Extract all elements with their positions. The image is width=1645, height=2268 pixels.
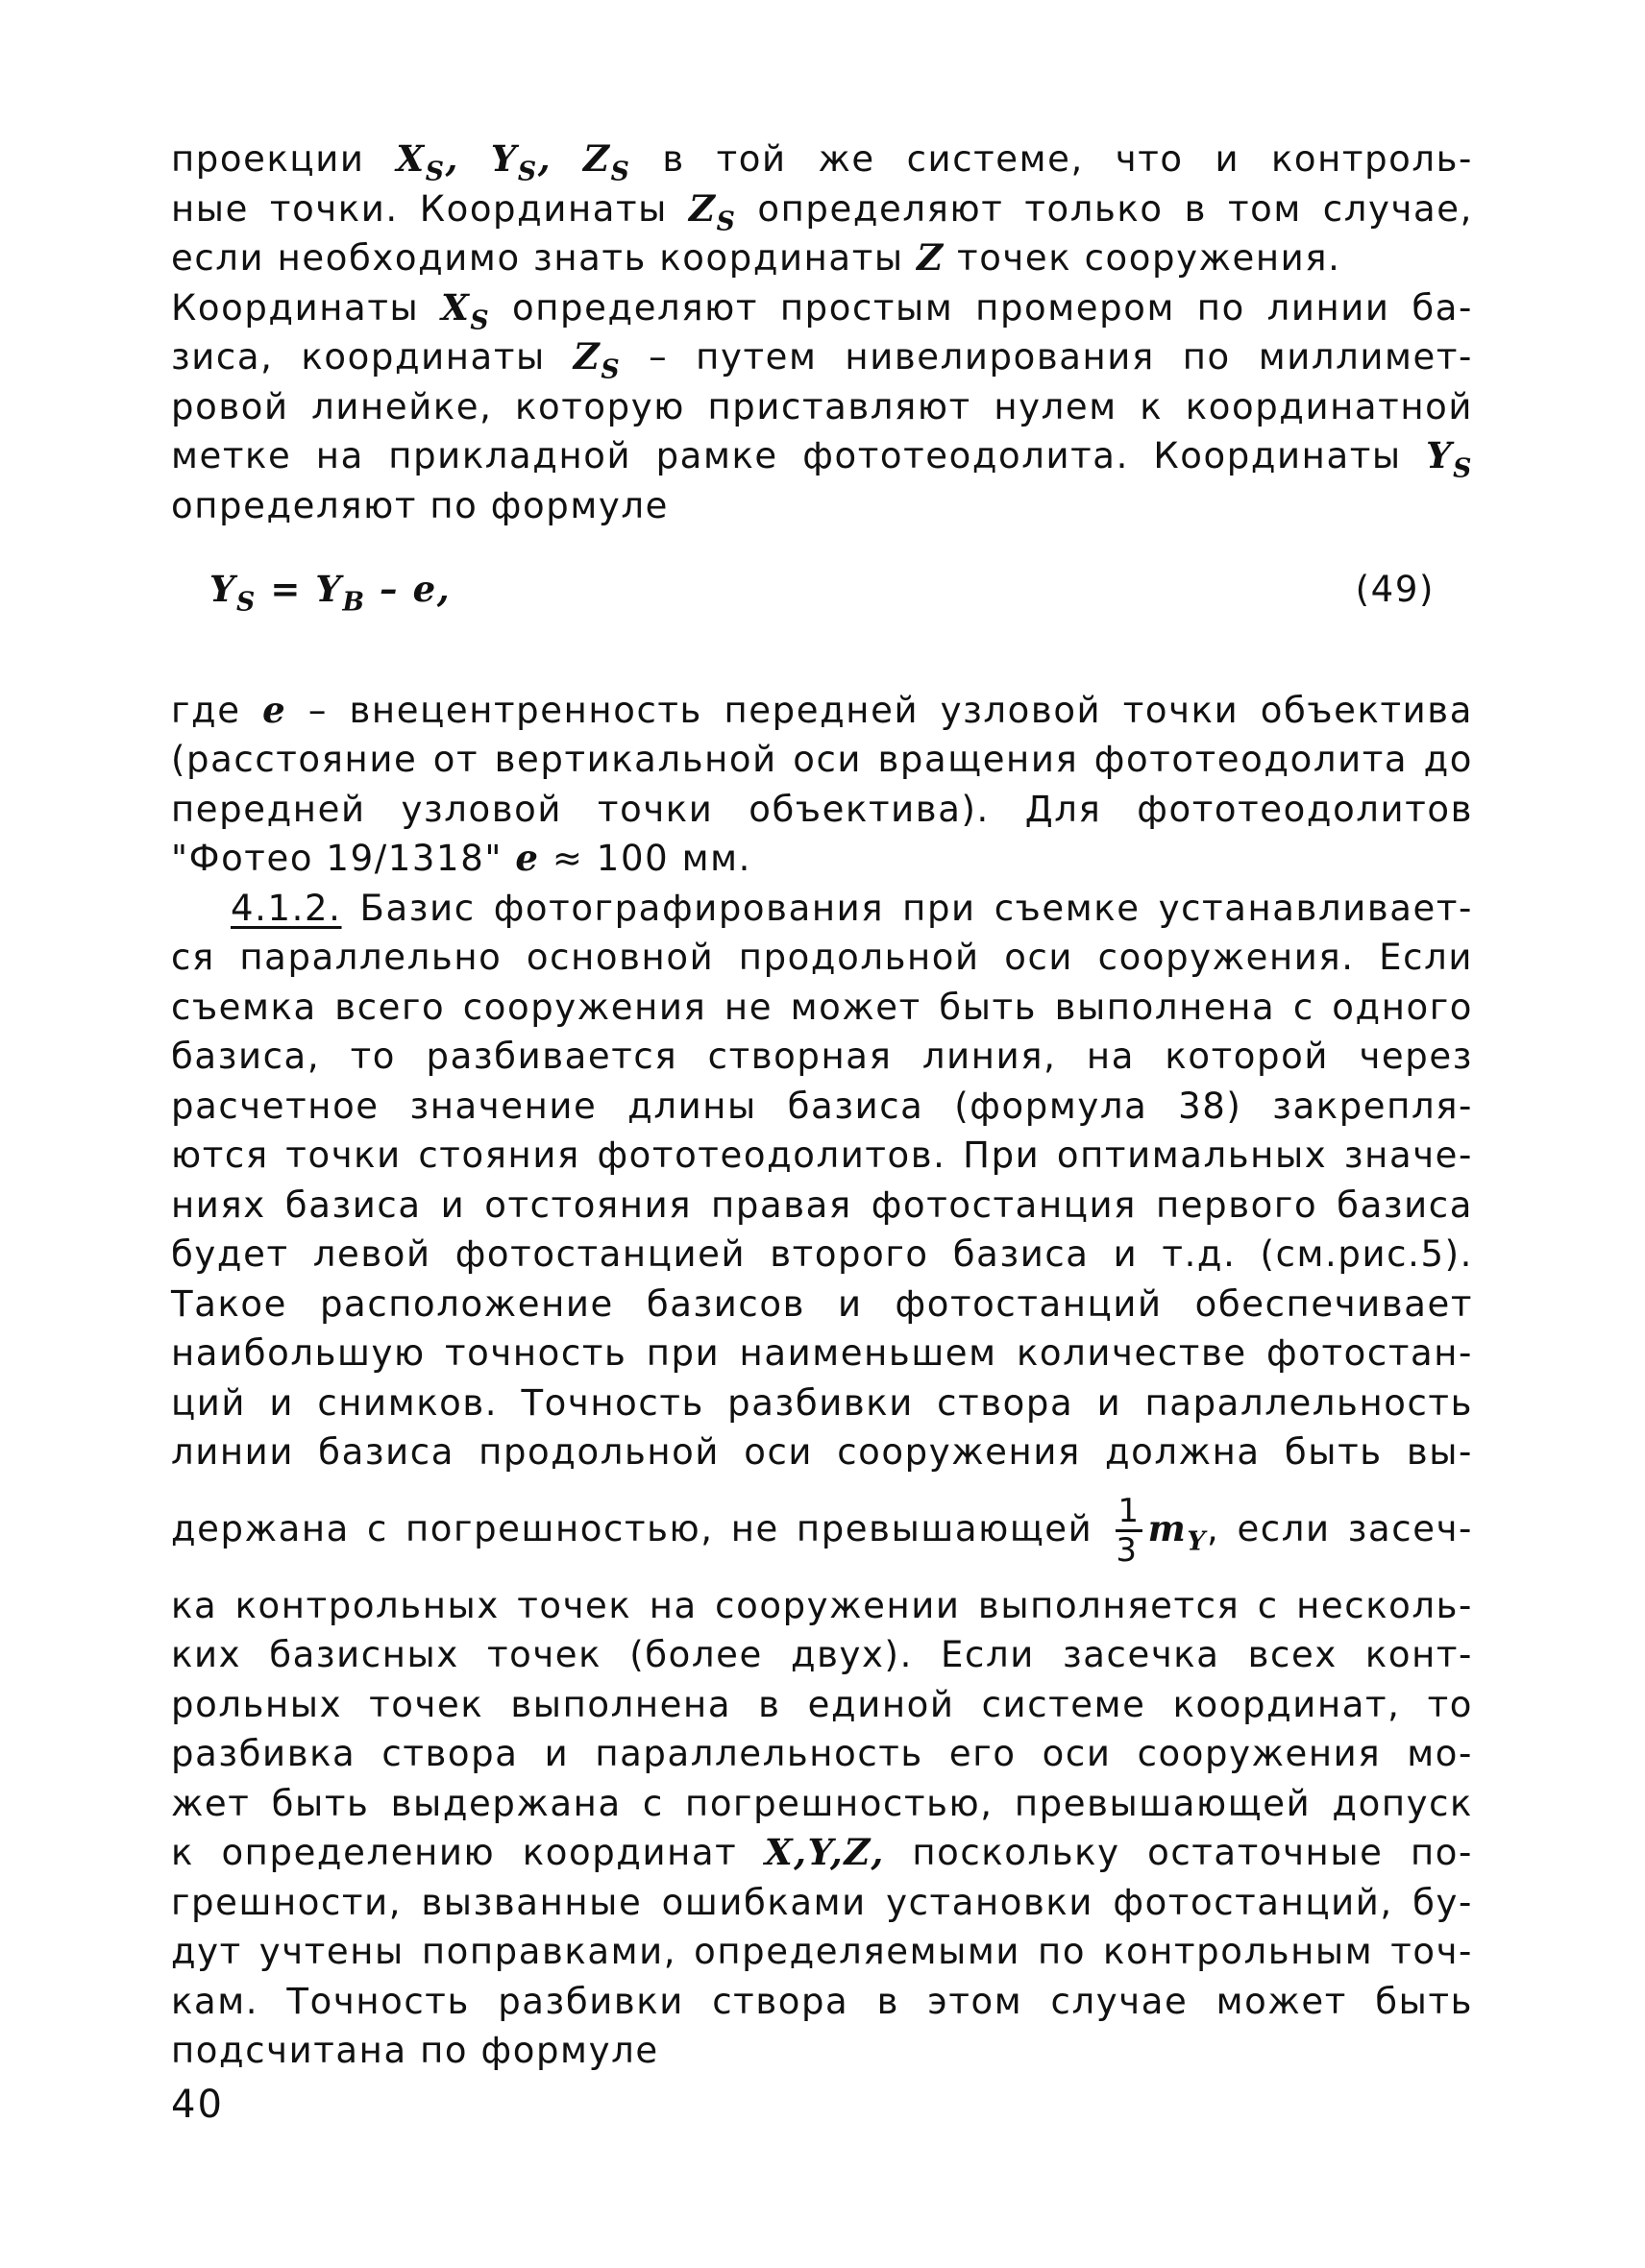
paragraph-3-line-2: ся параллельно основной продольной оси сооружения. Если <box>171 937 1473 978</box>
paragraph-3-line-10: наибольшую точность при наименьшем количестве фотостан- <box>171 1332 1473 1374</box>
symbol-z: $Z_S$ <box>573 335 622 385</box>
document-page <box>171 134 1473 2076</box>
paragraph-1-line-4 <box>171 283 1473 333</box>
section-number: 4.1.2. <box>231 887 342 929</box>
comma: , <box>537 137 552 180</box>
symbol-e: e <box>515 837 540 879</box>
symbol-x: $X_S$ <box>396 137 446 187</box>
text-run: Координаты <box>171 286 420 329</box>
text-run: точек сооружения. <box>957 237 1341 279</box>
formula-number: (49) <box>1355 569 1435 610</box>
paragraph-3-line-16: рольных точек выполнена в единой системе координат, то <box>171 1683 1473 1725</box>
paragraph-3-line-18: жет быть выдержана с погрешностью, превышающей допуск <box>171 1782 1473 1824</box>
symbol-z: $Z_S$ <box>583 137 631 187</box>
paragraph-2-line-4 <box>171 834 1473 884</box>
symbol-m-y: $m_Y$ <box>1147 1506 1207 1556</box>
comma: , <box>445 137 459 180</box>
paragraph-3-line-12: линии базиса продольной оси сооружения должна быть вы- <box>171 1431 1473 1473</box>
text-run: поскольку остаточные по- <box>912 1832 1473 1873</box>
paragraph-1-line-6: ровой линейке, которую приставляют нулем к координатной <box>171 385 1473 427</box>
symbol-e: e <box>262 688 287 731</box>
paragraph-3-line-4: базиса, то разбивается створная линия, на которой через <box>171 1036 1473 1077</box>
text-run: зиса, координаты <box>171 336 546 378</box>
formula-49 <box>171 565 1473 618</box>
fraction-one-third: $\frac{1}{3}$ <box>1116 1491 1141 1570</box>
symbol-z: Z <box>917 236 945 279</box>
text-run: определяют простым промером по линии ба- <box>512 286 1473 329</box>
paragraph-1-line-7 <box>171 431 1473 484</box>
paragraph-1-line-5 <box>171 332 1473 385</box>
paragraph-3-line-21: дут учтены поправками, определяемыми по контрольным точ- <box>171 1931 1473 1972</box>
symbol-xyz: X,Y,Z, <box>764 1831 885 1873</box>
formula-expression: $Y_S = Y_B - e$, <box>209 568 452 618</box>
text-run: если необходимо знать координаты <box>171 237 904 279</box>
text-run: держана с погрешностью, не превышающей <box>171 1507 1093 1549</box>
paragraph-3-line-17: разбивка створа и параллельность его оси сооружения мо- <box>171 1733 1473 1774</box>
paragraph-3-line-6: ются точки стояния фототеодолитов. При оптимальных значе- <box>171 1134 1473 1176</box>
symbol-x: $X_S$ <box>441 285 491 335</box>
paragraph-3-line-20: грешности, вызванные ошибками установки фотостанций, бу- <box>171 1881 1473 1923</box>
text-run: проекции <box>171 138 365 180</box>
paragraph-3-line-19 <box>171 1828 1473 1878</box>
text-run: в той же системе, что и контроль- <box>662 138 1473 180</box>
paragraph-3-line-23: подсчитана по формуле <box>171 2030 659 2071</box>
text-run: ные точки. Координаты <box>171 187 668 230</box>
paragraph-2-line-3: передней узловой точки объектива). Для фототеодолитов <box>171 788 1473 830</box>
paragraph-3-line-5: расчетное значение длины базиса (формула 38) закрепля- <box>171 1085 1473 1127</box>
text-run: , если засеч- <box>1207 1507 1473 1549</box>
text-run: метке на прикладной рамке фототеодолита. Координаты <box>171 435 1402 476</box>
paragraph-1-line-1 <box>171 134 1473 187</box>
text-run: – путем нивелирования по миллимет- <box>649 336 1473 378</box>
paragraph-3-line-22: кам. Точность разбивки створа в этом случае может быть <box>171 1980 1473 2022</box>
text-run: "Фотео 19/1318" <box>171 838 503 879</box>
paragraph-3-line-14: ка контрольных точек на сооружении выполняется с несколь- <box>171 1584 1473 1626</box>
symbol-y: $Y_S$ <box>490 137 538 187</box>
paragraph-1-line-2 <box>171 184 1473 234</box>
paragraph-1-line-8: определяют по формуле <box>171 484 669 526</box>
text-run: – внецентренность передней узловой точки объектива <box>307 689 1473 731</box>
paragraph-2-line-2: (расстояние от вертикальной оси вращения фототеодолита до <box>171 739 1473 780</box>
text-run: ≈ 100 мм. <box>552 838 751 879</box>
text-run: где <box>171 689 241 731</box>
paragraph-3-line-3: съемка всего сооружения не может быть выполнена с одного <box>171 986 1473 1028</box>
text-run: Базис фотографирования при съемке устанавливает- <box>359 887 1473 929</box>
paragraph-3-line-11: ций и снимков. Точность разбивки створа и параллельность <box>171 1381 1473 1424</box>
text-run: определяют только в том случае, <box>757 187 1473 230</box>
symbol-y: $Y_S$ <box>1426 434 1473 484</box>
paragraph-3-line-1 <box>171 884 1473 934</box>
page-number: 40 <box>171 2083 224 2127</box>
paragraph-3-line-8: будет левой фотостанцией второго базиса и т.д. (см.рис.5). <box>171 1233 1473 1275</box>
paragraph-2-line-1 <box>171 686 1473 736</box>
paragraph-3-line-7: ниях базиса и отстояния правая фотостанция первого базиса <box>171 1183 1473 1226</box>
paragraph-3-line-9: Такое расположение базисов и фотостанций обеспечивает <box>171 1282 1473 1325</box>
paragraph-3-line-13 <box>171 1485 1473 1572</box>
symbol-z: $Z_S$ <box>688 186 737 236</box>
text-run: к определению координат <box>171 1832 738 1873</box>
paragraph-1-line-3 <box>171 233 1473 283</box>
paragraph-3-line-15: ких базисных точек (более двух). Если засечка всех конт- <box>171 1634 1473 1675</box>
